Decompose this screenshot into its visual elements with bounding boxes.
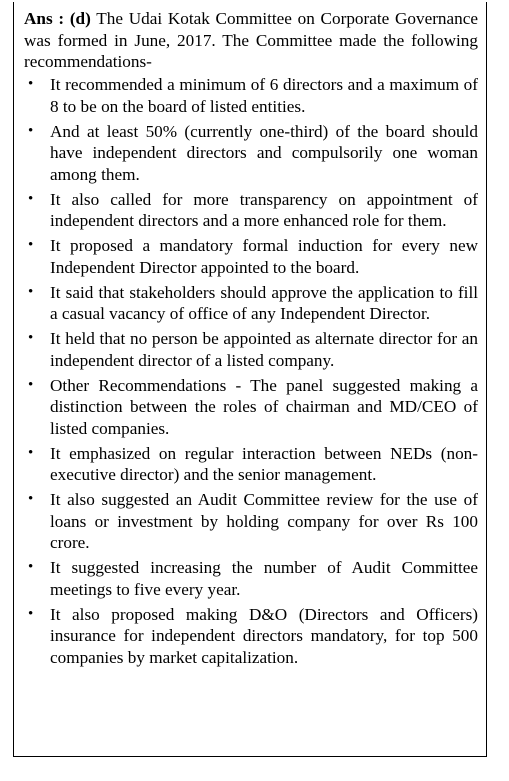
list-item — [14, 557, 487, 600]
list-item — [14, 604, 487, 669]
answer-intro — [24, 8, 478, 73]
bullet-icon: • — [28, 283, 34, 300]
recommendation-text: It suggested increasing the number of Audit Committee meetings to five every year. — [50, 558, 478, 599]
recommendation-text: It said that stakeholders should approve the application to fill a casual vacancy of office of any Independent Director. — [50, 282, 478, 323]
recommendation-text: It also suggested an Audit Committee review for the use of loans or investment by holding company for over Rs 100 crore. — [50, 490, 478, 552]
bullet-icon: • — [28, 444, 34, 461]
answer-box — [13, 2, 487, 757]
list-item — [14, 282, 487, 325]
list-item — [14, 443, 487, 486]
recommendation-text: And at least 50% (currently one-third) of the board should have independent directors and compulsorily one woman among them. — [50, 121, 478, 184]
answer-label: Ans : (d) — [24, 9, 91, 28]
list-item — [14, 189, 487, 232]
recommendation-text: It proposed a mandatory formal induction for every new Independent Director appointed to the board. — [50, 236, 478, 277]
list-item — [14, 328, 487, 371]
recommendation-text: Other Recommendations - The panel suggested making a distinction between the roles of chairman and MD/CEO of listed companies. — [50, 375, 478, 438]
bullet-icon: • — [28, 491, 34, 507]
bullet-icon: • — [28, 237, 34, 253]
recommendation-text: It also called for more transparency on appointment of independent directors and a more enhanced role for them. — [50, 189, 478, 230]
recommendation-text: It also proposed making D&O (Directors and Officers) insurance for independent directors mandatory, for top 500 companies by market capitalization. — [50, 604, 478, 667]
answer-intro-text: The Udai Kotak Committee on Corporate Governance was formed in June, 2017. The Committee made the following recommendations- — [24, 9, 479, 71]
recommendation-list — [14, 74, 487, 672]
list-item — [14, 489, 487, 554]
list-item — [14, 121, 487, 186]
list-item — [14, 235, 487, 278]
bullet-icon: • — [28, 330, 34, 346]
bullet-icon: • — [28, 76, 34, 92]
list-item — [14, 74, 487, 117]
bullet-icon: • — [28, 559, 34, 575]
bullet-icon: • — [28, 376, 34, 393]
bullet-icon: • — [28, 605, 34, 622]
list-item — [14, 375, 487, 440]
recommendation-text: It recommended a minimum of 6 directors and a maximum of 8 to be on the board of listed entities. — [50, 75, 478, 116]
recommendation-text: It held that no person be appointed as alternate director for an independent director of a listed company. — [50, 329, 478, 370]
recommendation-text: It emphasized on regular interaction between NEDs (non-executive director) and the senior management. — [50, 443, 478, 484]
bullet-icon: • — [28, 190, 34, 207]
bullet-icon: • — [28, 122, 34, 139]
